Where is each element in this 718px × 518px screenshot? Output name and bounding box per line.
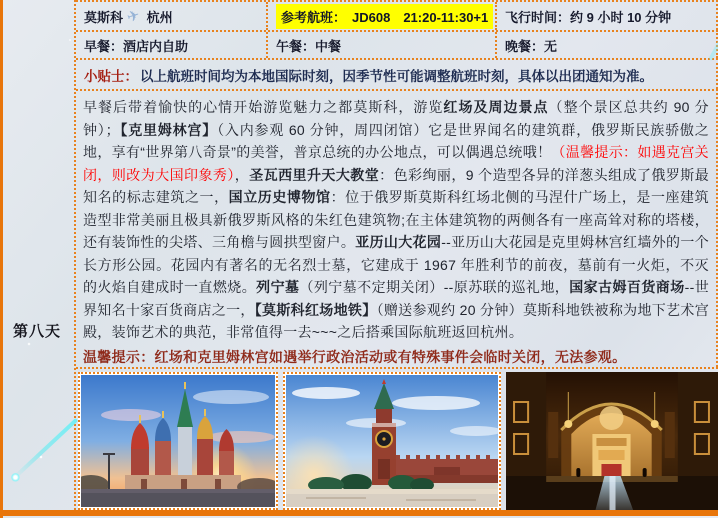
lunch-value: 中餐 (315, 38, 342, 54)
tip-row (76, 58, 718, 89)
spasskaya-tower-photo (283, 372, 501, 510)
st-basils-cathedral-photo (78, 372, 278, 510)
cathedral-interior-photo (506, 372, 718, 510)
dinner-cell (497, 32, 716, 58)
day-label: 第八天 (12, 322, 61, 340)
flight-number-cell (268, 2, 497, 30)
day-content (76, 0, 718, 510)
flight-label: 参考航班： (281, 9, 347, 25)
st-basils-cathedral-illustration (81, 375, 275, 507)
spasskaya-tower-illustration (286, 375, 498, 507)
flight-value: JD608 21:20-11:30+1 (352, 9, 489, 25)
flight-duration-cell (497, 2, 716, 30)
lunch-label: 午餐： (276, 38, 316, 54)
lunch-cell (268, 32, 497, 58)
left-orange-rail (0, 0, 3, 518)
itinerary-body (76, 89, 718, 367)
cathedral-interior-illustration (506, 372, 718, 510)
duration-value: 约 9 小时 10 分钟 (570, 9, 672, 25)
flight-info-row (76, 0, 718, 30)
dinner-value: 无 (544, 38, 558, 54)
dinner-label: 晚餐： (505, 38, 545, 54)
photo-strip (76, 367, 718, 510)
breakfast-cell (76, 32, 268, 58)
route-cell (76, 2, 268, 30)
route-from: 莫斯科 (84, 9, 124, 25)
itinerary-paragraph: 早餐后带着愉快的心情开始游览魅力之都莫斯科，游览红场及周边景点（整个景区总共约 90 分钟）；【克里姆林宫】（入内参观 60 分钟，周四闭馆）它是世界闻名的建筑群，俄罗斯民族骄傲之地，享有“世界第八奇景”的美誉，普京总统的办公地点，可以偶遇总统哦！（温馨提示：如遇克宫关闭，则改为大国印象秀），圣瓦西里升天大教堂：色彩绚丽，9 个造型各异的洋葱头组成了俄罗斯最知名的标志建筑之一，国立历史博物馆：位于俄罗斯莫斯科红场北侧的马涅什广场上，是一座建筑造型非常美丽且极具新俄罗斯风格的朱红色建筑物;在主体建筑物的两侧各有一座高耸对称的塔楼，还有装饰性的尖塔、三角檐与圆拱型窗户。亚历山大花园--亚历山大花园是克里姆林宫红墙外的一个长方形公园。花园内有著名的无名烈士墓，它建成于 1967 年胜利节的前夜，墓前有一火炬，不灭的火焰自建成时一直燃烧。列宁墓（列宁墓不定期关闭）--原苏联的巡礼地，国家古姆百货商场--世界知名十家百货商店之一，【莫斯科红场地铁】（赠送参观约 20 分钟）莫斯科地铁被称为地下艺术宫殿，装饰艺术的典范，非常值得一去~~~之后搭乘国际航班返回杭州。 (83, 99, 709, 340)
day-sidebar (0, 0, 76, 510)
tip-label: 小贴士： (84, 68, 138, 84)
breakfast-label: 早餐： (84, 38, 124, 54)
meals-row (76, 30, 718, 58)
bottom-orange-bar (0, 510, 718, 516)
plane-icon: ✈ (124, 6, 143, 27)
duration-label: 飞行时间： (505, 9, 571, 25)
flight-highlight (276, 4, 493, 29)
route-to: 杭州 (146, 9, 173, 25)
reminder-note: 温馨提示：红场和克里姆林宫如遇举行政治活动或有特殊事件会临时关闭，无法参观。 (83, 348, 627, 365)
comet-icon (13, 418, 79, 480)
breakfast-value: 酒店内自助 (123, 38, 189, 54)
tip-text: 以上航班时间均为本地国际时刻，因季节性可能调整航班时刻，具体以出团通知为准。 (140, 68, 653, 84)
